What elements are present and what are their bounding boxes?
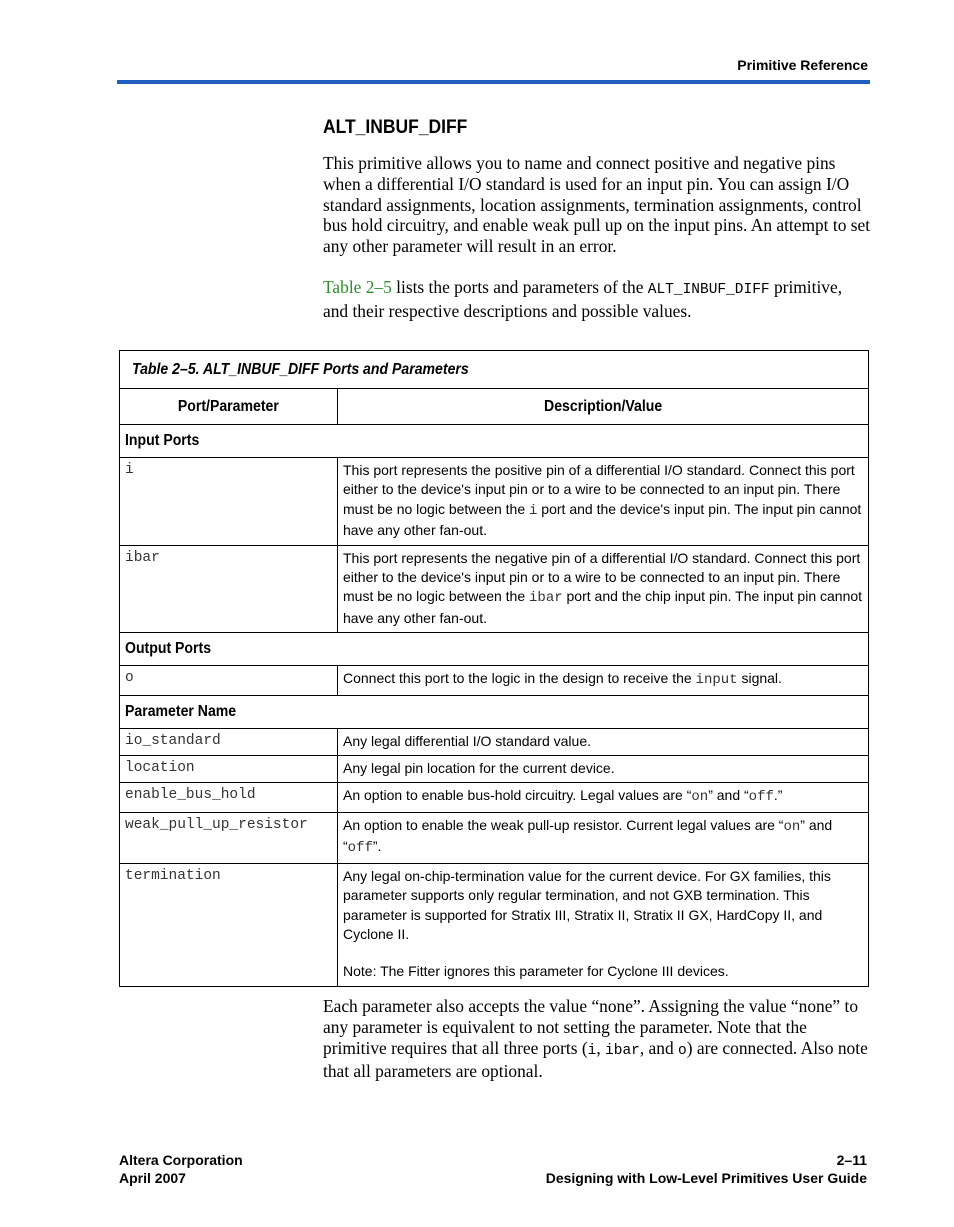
table-row	[120, 545, 869, 633]
page-number: 2–11	[836, 1152, 867, 1168]
footer-left	[119, 1151, 243, 1187]
inline-code: ALT_INBUF_DIFF	[647, 282, 770, 298]
parameter-description: An option to enable bus-hold circuitry. Legal values are “on” and “off.”	[338, 783, 869, 812]
table-row	[120, 783, 869, 812]
table-row	[120, 812, 869, 863]
running-header: Primitive Reference	[737, 57, 868, 73]
parameter-name: weak_pull_up_resistor	[120, 812, 338, 863]
parameter-description: Any legal pin location for the current device.	[338, 756, 869, 783]
column-header-description: Description/Value	[338, 389, 869, 425]
group-header-output-ports: Output Ports	[120, 633, 869, 666]
footer-guide-title: Designing with Low-Level Primitives User Guide	[545, 1170, 867, 1186]
group-header-parameter-name: Parameter Name	[120, 695, 869, 728]
port-name: i	[120, 458, 338, 546]
parameter-name: io_standard	[120, 728, 338, 755]
table-row	[120, 756, 869, 783]
table-reference-paragraph	[323, 277, 871, 322]
intro-paragraph: This primitive allows you to name and connect positive and negative pins when a differential I/O standard is used for an input pin. You can assign I/O standard assignments, location assignments, termination assignments, control bus hold circuitry, and enable weak pull up on the input pins. An attempt to set any other parameter will result in an error.	[323, 153, 871, 257]
table-row	[120, 458, 869, 546]
table-caption: Table 2–5. ALT_INBUF_DIFF Ports and Parameters	[120, 351, 869, 389]
header-rule	[117, 80, 870, 84]
port-description: This port represents the positive pin of a differential I/O standard. Connect this port either to the device's input pin or to a wire to be connected to an input pin. There must be no logic between the i port and the device's input pin. The input pin cannot have any other fan-out.	[338, 458, 869, 546]
table-row	[120, 728, 869, 755]
paragraph-text: primitive, and their respective descriptions and possible values.	[323, 277, 843, 321]
section-title: ALT_INBUF_DIFF	[323, 117, 468, 138]
footer-right	[546, 1151, 867, 1187]
footer-company: Altera Corporation	[119, 1152, 243, 1168]
closing-paragraph: Each parameter also accepts the value “none”. Assigning the value “none” to any parameter is equivalent to not setting the parameter. Note that the primitive requires that all three ports (i, ibar, and o) are connected. Also note that all parameters are optional.	[323, 996, 868, 1082]
paragraph-text: lists the ports and parameters of the	[391, 277, 648, 297]
table-link[interactable]: Table 2–5	[323, 277, 392, 297]
footer-date: April 2007	[119, 1170, 186, 1186]
parameter-name: enable_bus_hold	[120, 783, 338, 812]
port-name: o	[120, 666, 338, 695]
port-description: Connect this port to the logic in the design to receive the input signal.	[338, 666, 869, 695]
group-header-input-ports: Input Ports	[120, 425, 869, 458]
table-note: Note: The Fitter ignores this parameter for Cyclone III devices.	[343, 963, 729, 980]
table-row	[120, 666, 869, 695]
parameter-description: An option to enable the weak pull-up resistor. Current legal values are “on” and “off”.	[338, 812, 869, 863]
parameter-name: location	[120, 756, 338, 783]
port-description: This port represents the negative pin of a differential I/O standard. Connect this port either to the device's input pin or to a wire to be connected to an input pin. There must be no logic between the ibar port and the chip input pin. The input pin cannot have any other fan-out.	[338, 545, 869, 633]
table-row	[120, 863, 869, 986]
ports-parameters-table	[119, 350, 869, 987]
parameter-name: termination	[120, 863, 338, 986]
port-name: ibar	[120, 545, 338, 633]
parameter-description: Any legal differential I/O standard value.	[338, 728, 869, 755]
parameter-description: Any legal on-chip-termination value for the current device. For GX families, this parameter supports only regular termination, and not GXB termination. This parameter is supported for Stratix III, Stratix II, Stratix II GX, HardCopy II, and Cyclone II. Note: The Fitter ignores this parameter for Cyclone III devices.	[338, 863, 869, 986]
column-header-port: Port/Parameter	[120, 389, 338, 425]
